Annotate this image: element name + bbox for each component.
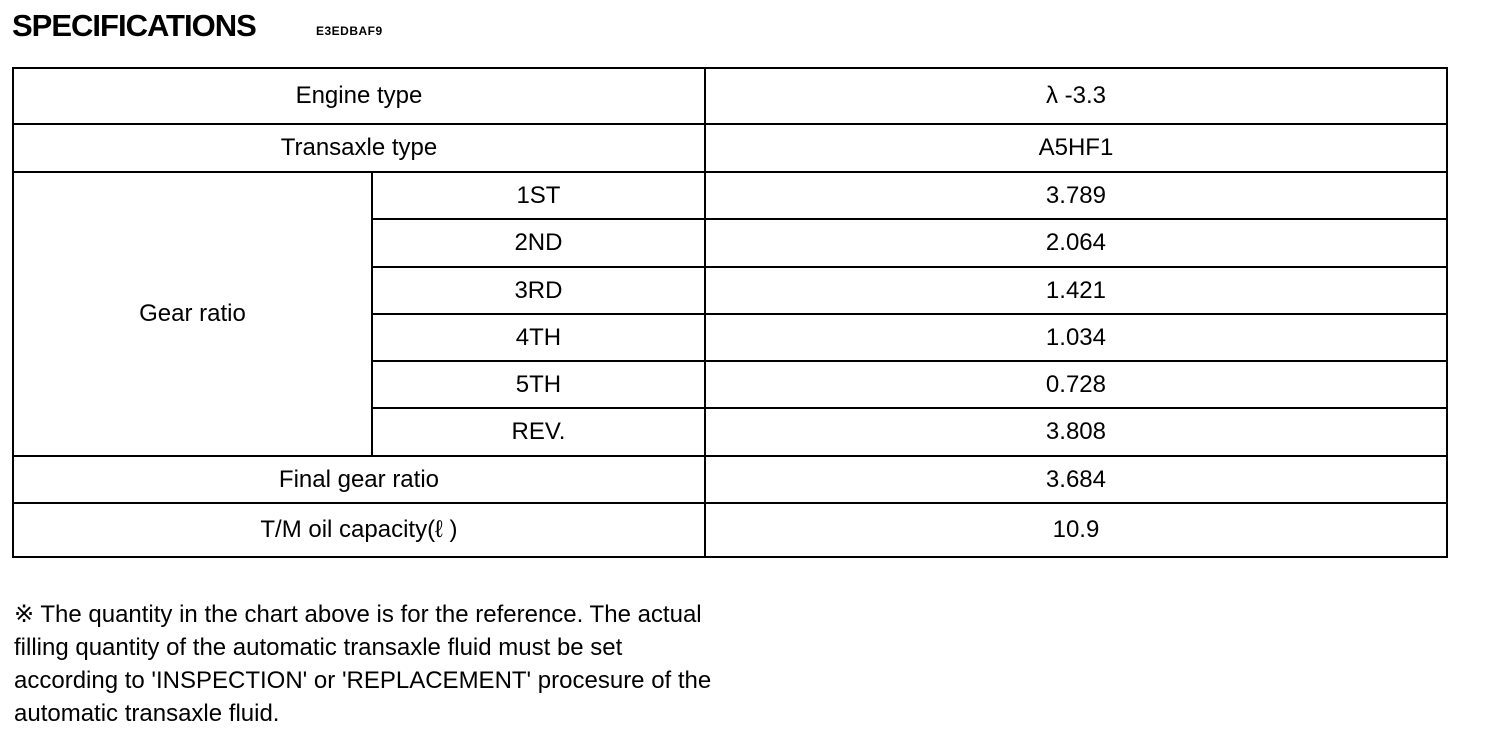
specifications-table: [12, 67, 1448, 558]
gear-name: 4TH: [372, 314, 705, 361]
gear-name: 1ST: [372, 172, 705, 219]
page-title: SPECIFICATIONS: [12, 8, 256, 43]
table-row: [13, 503, 1447, 557]
gear-ratio-label: Gear ratio: [13, 172, 372, 456]
gear-ratio-value: 3.789: [705, 172, 1447, 219]
gear-ratio-value: 1.421: [705, 267, 1447, 314]
gear-ratio-value: 2.064: [705, 219, 1447, 267]
engine-type-label: Engine type: [13, 68, 705, 124]
table-row: [13, 172, 1447, 219]
reference-note: ※ The quantity in the chart above is for the reference. The actual filling quantity of the automatic transaxle fluid must be set according to 'INSPECTION' or 'REPLACEMENT' procesure of the automatic transaxle fluid.: [14, 601, 712, 727]
gear-name: 3RD: [372, 267, 705, 314]
oil-capacity-label: T/M oil capacity(ℓ ): [13, 503, 705, 557]
gear-name: 2ND: [372, 219, 705, 267]
gear-ratio-value: 3.808: [705, 408, 1447, 456]
final-gear-ratio-label: Final gear ratio: [13, 456, 705, 503]
document-code: E3EDBAF9: [316, 24, 383, 38]
oil-capacity-value: 10.9: [705, 503, 1447, 557]
final-gear-ratio-value: 3.684: [705, 456, 1447, 503]
gear-name: REV.: [372, 408, 705, 456]
table-row: [13, 68, 1447, 124]
gear-name: 5TH: [372, 361, 705, 408]
gear-ratio-value: 0.728: [705, 361, 1447, 408]
table-row: [13, 124, 1447, 172]
table-row: [13, 456, 1447, 503]
engine-type-value: λ -3.3: [705, 68, 1447, 124]
gear-ratio-value: 1.034: [705, 314, 1447, 361]
transaxle-type-label: Transaxle type: [13, 124, 705, 172]
transaxle-type-value: A5HF1: [705, 124, 1447, 172]
